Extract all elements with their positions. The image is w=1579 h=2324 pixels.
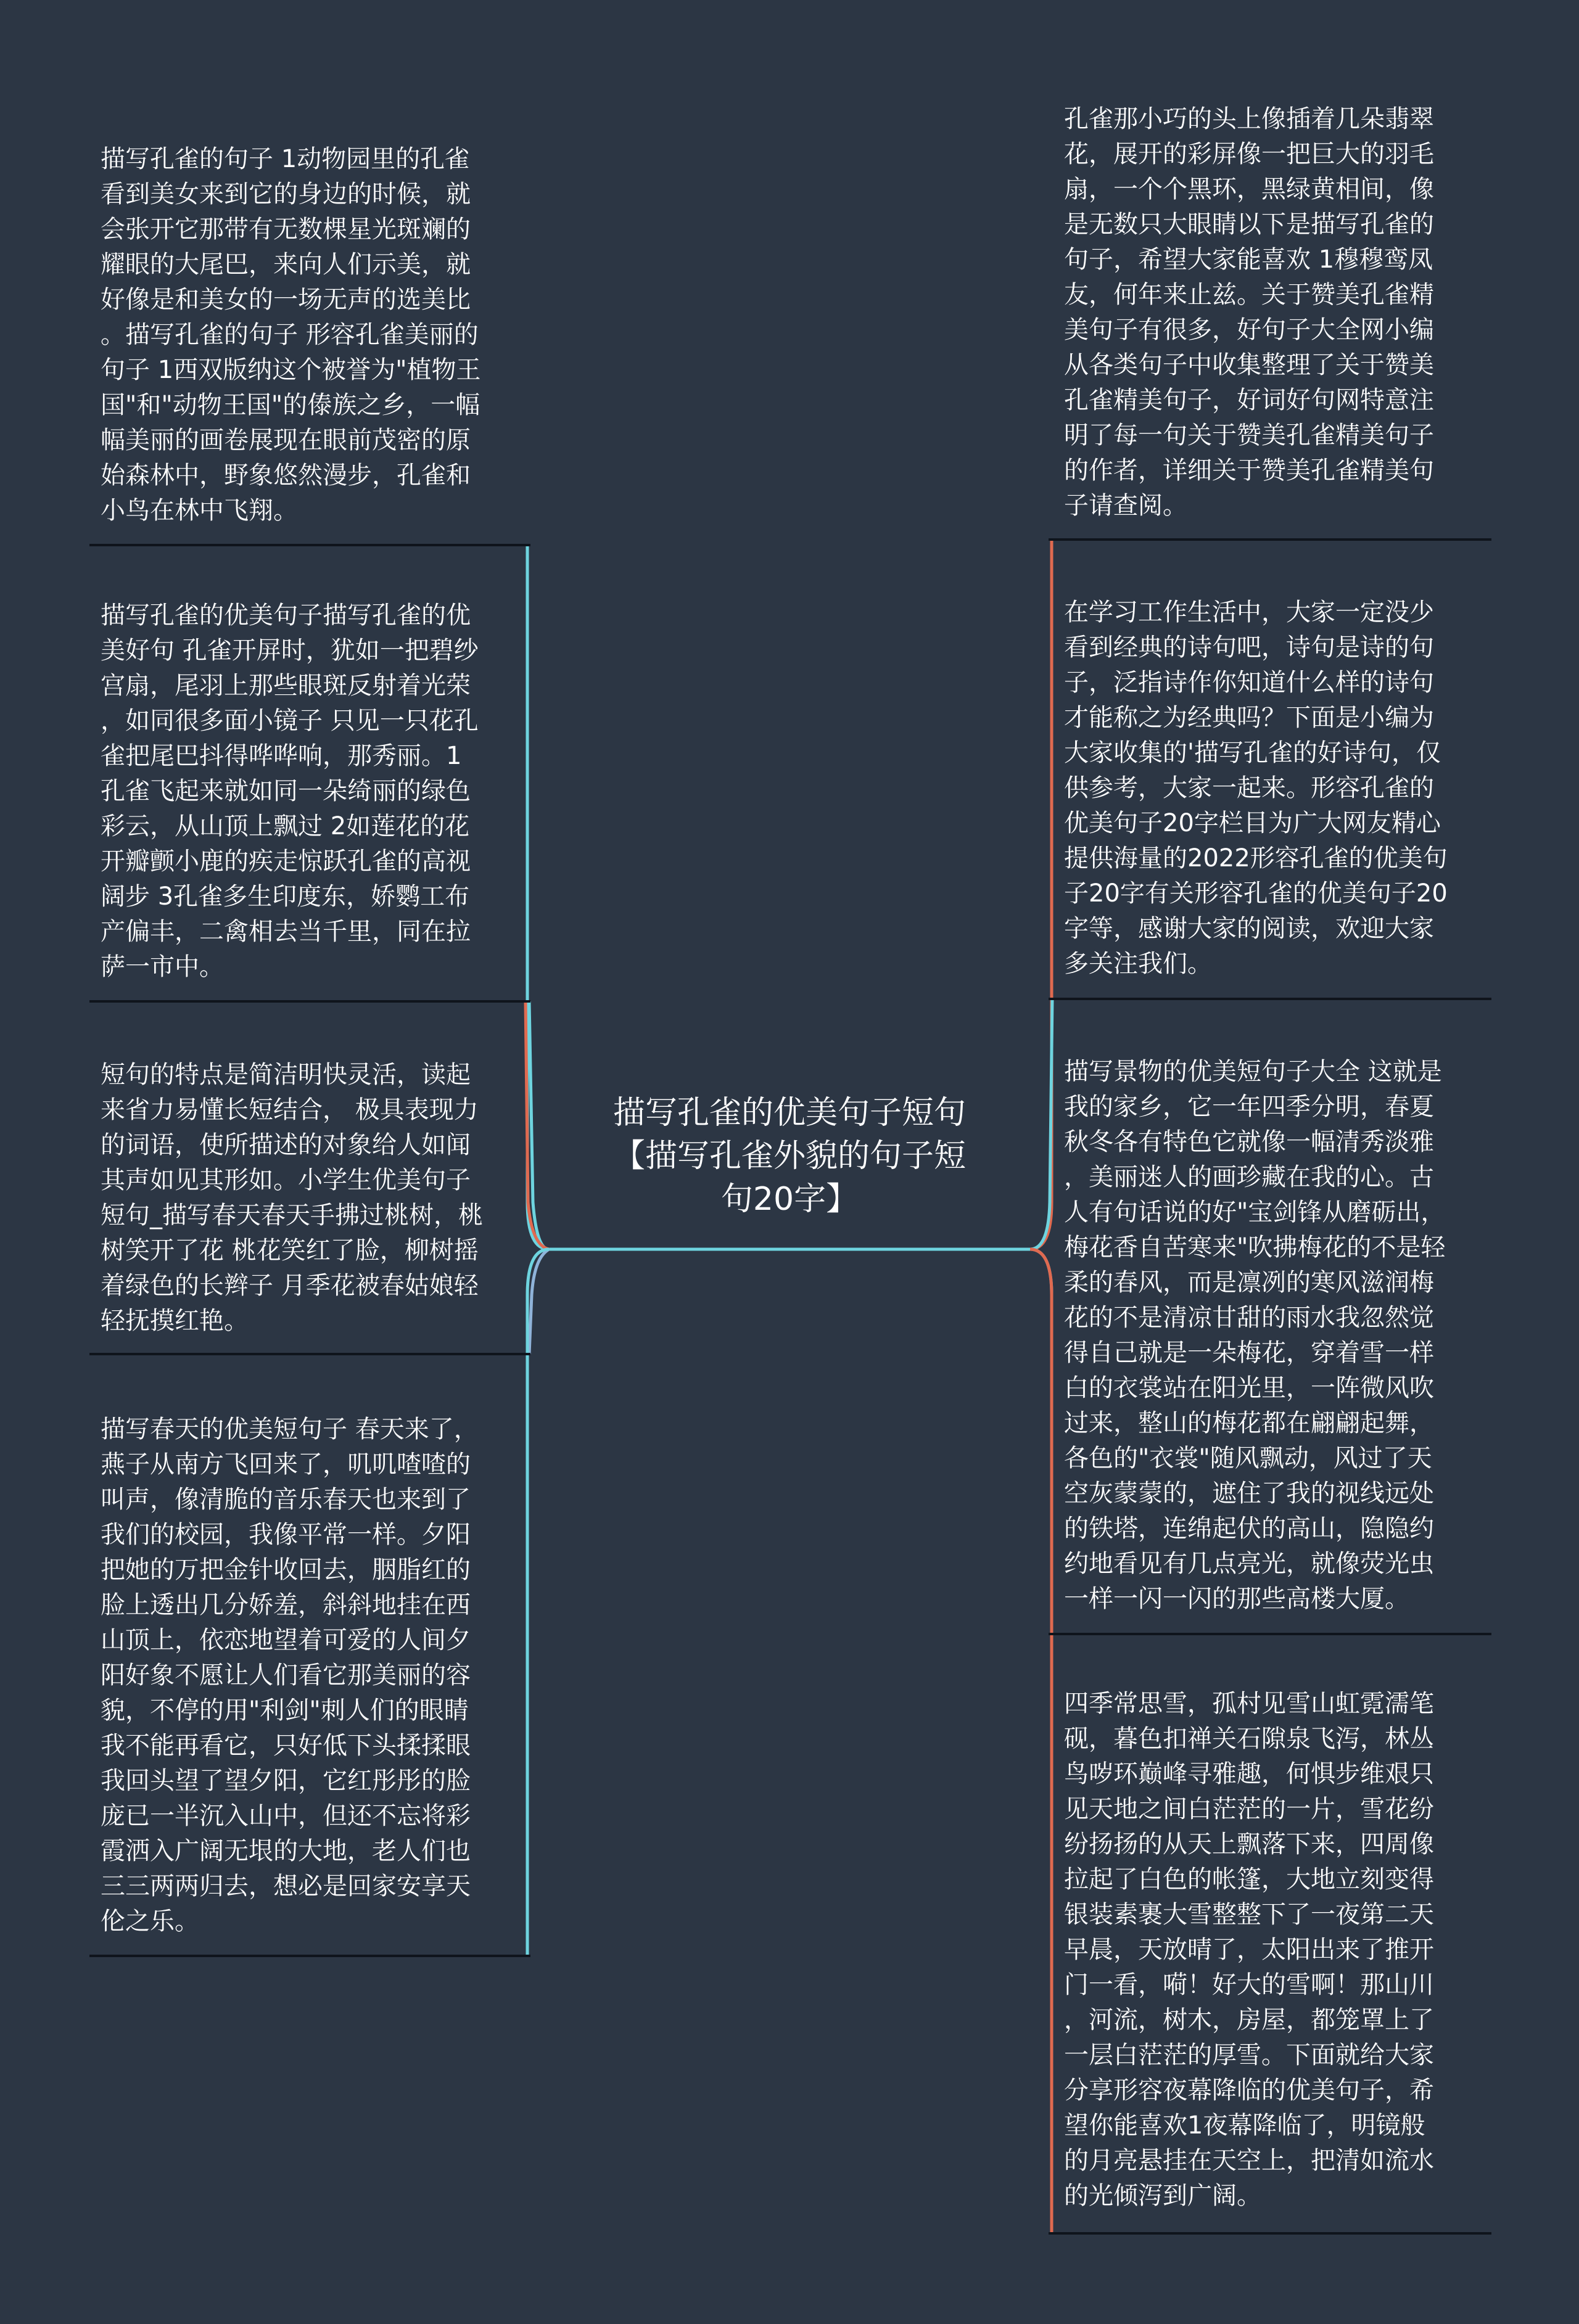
left-node-4[interactable]: [101, 1412, 520, 1939]
branch-left-4: [527, 1249, 549, 1956]
left-node-3-text: 短句的特点是简洁明快灵活，读起 来省力易懂长短结合， 极具表现力 的词语，使所描述的对象给人如闻 其声如见其形如。小学生优美句子 短句_描写春天春天手拂过桃树，桃 树笑开了花 桃花笑红了脸，柳树摇 着绿色的长辫子 月季花被春姑娘轻 轻抚摸红艳。: [101, 1061, 483, 1335]
left-node-1[interactable]: [101, 142, 520, 528]
branch-right-2: [1030, 999, 1052, 1249]
left-node-2[interactable]: [101, 598, 520, 985]
right-node-3[interactable]: [1064, 1054, 1483, 1617]
left-node-1-text: 描写孔雀的句子 1动物园里的孔雀 看到美女来到它的身边的时候，就 会张开它那带有无数棵星光斑斓的 耀眼的大尾巴，来向人们示美，就 好像是和美女的一场无声的选美比 。描写孔雀的句子 形容孔雀美丽的 句子 1西双版纳这个被誉为"植物王 国"和"动物王国"的傣族之乡，一幅 幅美丽的画卷展现在眼前茂密的原 始森林中，野象悠然漫步，孔雀和 小鸟在林中飞翔。: [101, 145, 481, 525]
right-node-3-text: 描写景物的优美短句子大全 这就是 我的家乡，它一年四季分明，春夏 秋冬各有特色它就像一幅清秀淡雅 ，美丽迷人的画珍藏在我的心。古 人有句话说的好"宝剑锋从磨砺出， 梅花香自苦寒来"吹拂梅花的不是轻 柔的春风，而是凛冽的寒风滋润梅 花的不是清凉甘甜的雨水我忽然觉 得自己就是一朵梅花，穿着雪一样 白的衣裳站在阳光里，一阵微风吹 过来，整山的梅花都在翩翩起舞， 各色的"衣裳"随风飘动，风过了天 空灰蒙蒙的，遮住了我的视线远处 的铁塔，连绵起伏的高山，隐隐约 约地看见有几点亮光，就像荧光虫 一样一闪一闪的那些高楼大厦。: [1064, 1057, 1446, 1613]
center-topic[interactable]: 描写孔雀的优美句子短句 【描写孔雀外貌的句子短 句20字】: [612, 1094, 966, 1218]
right-node-4[interactable]: [1064, 1686, 1483, 2214]
right-node-4-text: 四季常思雪，孤村见雪山虹霓濡笔 砚，暮色扣禅关石隙泉飞泻，林丛 鸟哕环巅峰寻雅趣，何惧步维艰只 见天地之间白茫茫的一片，雪花纷 纷扬扬的从天上飘落下来，四周像 拉起了白色的帐篷，大地立刻变得 银装素裹大雪整整下了一夜第二天 早晨，天放晴了，太阳出来了推开 门一看，嗬！好大的雪啊！那山川 ，河流，树木，房屋，都笼罩上了 一层白茫茫的厚雪。下面就给大家 分享形容夜幕降临的优美句子，希 望你能喜欢1夜幕降临了，明镜般 的月亮悬挂在天空上，把清如流水 的光倾泻到广阔。: [1064, 1690, 1434, 2210]
right-node-2-text: 在学习工作生活中，大家一定没少 看到经典的诗句吧，诗句是诗的句 子，泛指诗作你知道什么样的诗句 才能称之为经典吗？下面是小编为 大家收集的'描写孔雀的好诗句，仅 供参考，大家一起来。形容孔雀的 优美句子20字栏目为广大网友精心 提供海量的2022形容孔雀的优美句 子20字有关形容孔雀的优美句子20 字等，感谢大家的阅读，欢迎大家 多关注我们。: [1064, 598, 1448, 978]
branch-left-2: [529, 1001, 549, 1249]
branch-right-1: [1030, 540, 1052, 1249]
branch-right-4: [1030, 1249, 1052, 2233]
left-node-4-text: 描写春天的优美短句子 春天来了， 燕子从南方飞回来了，叽叽喳喳的 叫声，像清脆的音乐春天也来到了 我们的校园，我像平常一样。夕阳 把她的万把金针收回去，胭脂红的 脸上透出几分娇羞，斜斜地挂在西 山顶上，依恋地望着可爱的人间夕 阳好象不愿让人们看它那美丽的容 貌，不停的用"利剑"刺人们的眼睛 我不能再看它，只好低下头揉揉眼 我回头望了望夕阳，它红彤彤的脸 庞已一半沉入山中，但还不忘将彩 霞洒入广阔无垠的大地，老人们也 三三两两归去，想必是回家安享天 伦之乐。: [101, 1415, 479, 1936]
right-node-1-text: 孔雀那小巧的头上像插着几朵翡翠 花，展开的彩屏像一把巨大的羽毛 扇，一个个黑环，黑绿黄相间，像 是无数只大眼睛以下是描写孔雀的 句子，希望大家能喜欢 1穆穆鸾凤 友，何年来止兹。关于赞美孔雀精 美句子有很多，好句子大全网小编 从各类句子中收集整理了关于赞美 孔雀精美句子，好词好句网特意注 明了每一句关于赞美孔雀精美句子 的作者，详细关于赞美孔雀精美句 子请查阅。: [1064, 105, 1434, 520]
branch-right-3: [1030, 1249, 1052, 1634]
left-node-2-text: 描写孔雀的优美句子描写孔雀的优 美好句 孔雀开屏时，犹如一把碧纱 宫扇，尾羽上那些眼斑反射着光荣 ，如同很多面小镜子 只见一只花孔 雀把尾巴抖得哗哗响，那秀丽。1 孔雀飞起来就如同一朵绮丽的绿色 彩云，从山顶上飘过 2如莲花的花 开瓣颤小鹿的疾走惊跃孔雀的高视 阔步 3孔雀多生印度东，娇鹦工布 产偏丰，二禽相去当千里，同在拉 萨一市中。: [101, 601, 479, 981]
right-node-2[interactable]: [1064, 595, 1483, 982]
right-node-1[interactable]: [1064, 102, 1483, 524]
left-node-3[interactable]: [101, 1057, 520, 1339]
